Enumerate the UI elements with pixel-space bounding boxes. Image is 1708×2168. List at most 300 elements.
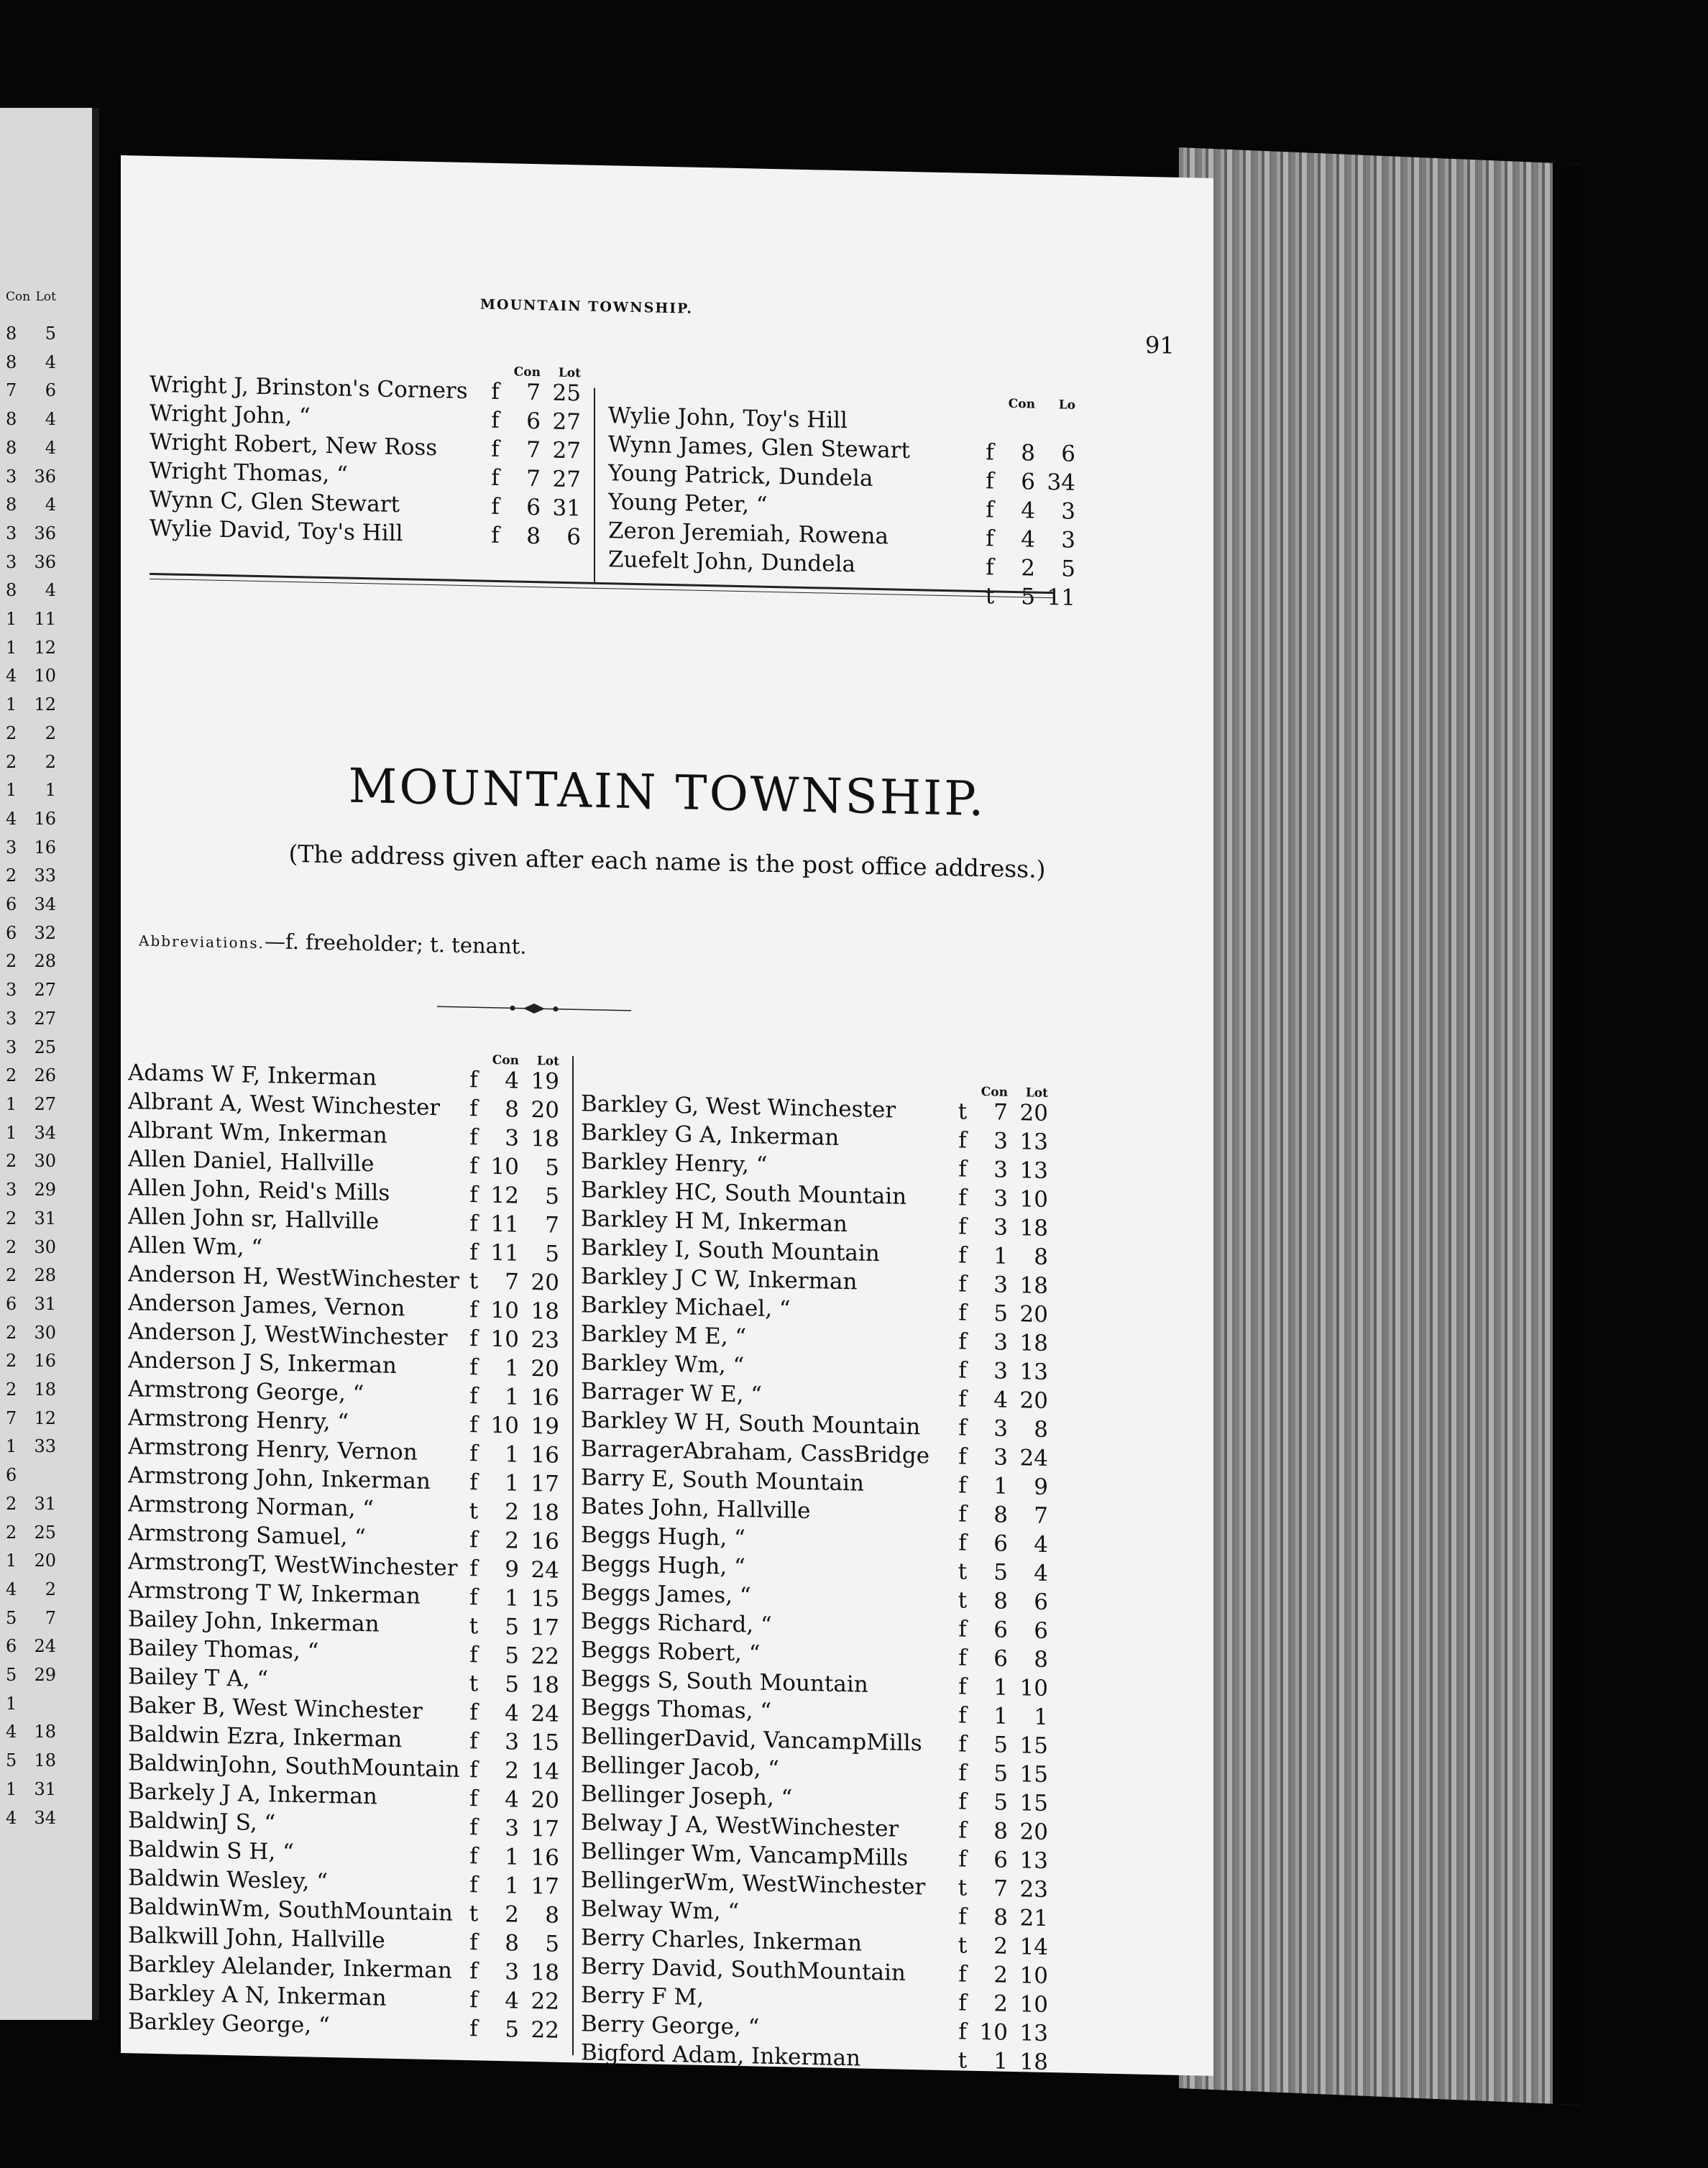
- entry-concession: 10: [490, 1153, 519, 1180]
- left-concession: 8: [6, 580, 17, 601]
- left-page-row: [6, 1034, 56, 1062]
- entry-name: Berry Charles, Inkerman: [581, 1924, 862, 1957]
- entry-lot: 34: [1047, 469, 1075, 496]
- entry-name: Allen John sr, Hallville: [128, 1203, 380, 1235]
- entry-lot: 20: [1019, 1100, 1048, 1127]
- entry-status: f: [469, 1383, 478, 1410]
- left-concession: 2: [6, 1522, 17, 1543]
- left-concession: 4: [6, 808, 17, 829]
- entry-name: Barkley HC, South Mountain: [581, 1177, 907, 1210]
- left-lot: 34: [34, 894, 56, 915]
- left-lot: 29: [34, 1665, 56, 1686]
- left-page-row: [6, 976, 56, 1005]
- left-lot: 27: [34, 1008, 56, 1029]
- entry-status: t: [958, 1098, 968, 1125]
- entry-status: f: [491, 378, 500, 405]
- left-page-row: [6, 1347, 56, 1376]
- abbreviations-label: Abbreviations.: [139, 932, 265, 952]
- left-page-row: [6, 1661, 56, 1690]
- left-lot: 4: [45, 352, 56, 372]
- left-page-row: [6, 548, 56, 577]
- entry-name: Wright John, “: [150, 400, 311, 430]
- entry-name: Baker B, West Winchester: [128, 1692, 423, 1724]
- entry-concession: 8: [505, 1930, 519, 1957]
- entry-concession: 7: [526, 436, 541, 464]
- entry-name: Armstrong Henry, “: [128, 1405, 349, 1436]
- left-lot: 25: [34, 1037, 56, 1057]
- entry-lot: 24: [531, 1700, 559, 1727]
- entry-concession: 7: [505, 1269, 519, 1295]
- left-page-row: [6, 720, 56, 748]
- left-page-row: [6, 605, 56, 634]
- con-header: Con: [513, 364, 541, 380]
- left-page-row: [6, 1776, 56, 1804]
- entry-status: f: [958, 1386, 967, 1413]
- entry-lot: 17: [531, 1815, 559, 1842]
- left-page-row: [6, 377, 56, 405]
- left-concession: 5: [6, 1607, 17, 1628]
- abbreviations-note: [139, 927, 527, 959]
- left-page-row: [6, 1234, 56, 1262]
- entry-name: Barrager W E, “: [581, 1378, 763, 1408]
- left-page-row: [6, 1205, 56, 1234]
- top-left-list: [150, 372, 581, 554]
- entry-name: Barkley J C W, Inkerman: [581, 1263, 858, 1295]
- entry-name: Baldwin Ezra, Inkerman: [128, 1721, 403, 1753]
- entry-name: Zuefelt John, Dundela: [608, 546, 855, 578]
- left-concession: 8: [6, 352, 17, 372]
- entry-status: t: [469, 1901, 479, 1927]
- entry-name: Armstrong George, “: [128, 1376, 364, 1407]
- left-lot: 27: [34, 1093, 56, 1114]
- entry-lot: 18: [1019, 1215, 1048, 1242]
- entry-lot: 14: [1019, 1934, 1048, 1961]
- entry-concession: 2: [993, 1990, 1008, 2017]
- left-lot: 18: [34, 1722, 56, 1742]
- main-left-list: [128, 1060, 559, 2047]
- entry-lot: 18: [1019, 2049, 1048, 2076]
- left-lot: 28: [34, 951, 56, 972]
- left-lot: 16: [34, 837, 56, 858]
- left-concession: 2: [6, 1208, 17, 1228]
- entry-concession: 3: [993, 1329, 1008, 1356]
- column-divider: [572, 1056, 574, 2055]
- left-lot: 12: [34, 694, 56, 715]
- entry-lot: 20: [531, 1355, 559, 1382]
- left-page-row: [6, 1376, 56, 1405]
- entry-status: f: [958, 1443, 967, 1470]
- entry-concession: 9: [505, 1556, 519, 1583]
- entry-concession: 5: [993, 1789, 1008, 1816]
- entry-concession: 1: [993, 1703, 1008, 1730]
- entry-concession: 1: [993, 1674, 1008, 1701]
- entry-concession: 7: [993, 1875, 1008, 1902]
- entry-concession: [1001, 431, 1035, 432]
- entry-name: Bailey Thomas, “: [128, 1635, 319, 1665]
- left-concession: 8: [6, 323, 17, 344]
- left-page-row: [6, 1290, 56, 1319]
- entry-name: Wylie David, Toy's Hill: [150, 515, 403, 547]
- entry-lot: 4: [1034, 1531, 1048, 1558]
- left-page-row: [6, 434, 56, 463]
- entry-concession: 6: [993, 1617, 1008, 1643]
- left-concession: 7: [6, 1407, 17, 1428]
- left-page-row: [6, 520, 56, 548]
- entry-name: Berry F M,: [581, 1982, 704, 2011]
- entry-lot: 21: [1019, 1905, 1048, 1932]
- entry-lot: 18: [531, 1959, 559, 1986]
- section-title: MOUNTAIN TOWNSHIP.: [348, 758, 986, 827]
- entry-status: f: [469, 1124, 478, 1151]
- entry-lot: 5: [545, 1183, 559, 1210]
- left-lot: 16: [34, 808, 56, 829]
- entry-status: f: [958, 1357, 967, 1384]
- left-concession: 6: [6, 1636, 17, 1657]
- left-concession: 4: [6, 1807, 17, 1828]
- entry-concession: 2: [1021, 555, 1035, 582]
- left-concession: 5: [6, 1750, 17, 1771]
- entry-status: f: [469, 1699, 478, 1726]
- entry-concession: 1: [505, 1384, 519, 1410]
- entry-lot: 17: [531, 1614, 559, 1641]
- entry-concession: 1: [505, 1441, 519, 1468]
- entry-concession: 5: [505, 1671, 519, 1698]
- entry-lot: 20: [1019, 1387, 1048, 1415]
- entry-name: Anderson J, WestWinchester: [128, 1318, 448, 1351]
- entry-status: f: [958, 1990, 967, 2016]
- section-subtitle: (The address given after each name is the post office address.): [288, 839, 1046, 883]
- entry-lot: 5: [1061, 556, 1075, 582]
- entry-status: f: [469, 1642, 478, 1668]
- left-page-row: [6, 1433, 56, 1461]
- entry-status: f: [491, 522, 500, 549]
- entry-lot: 20: [531, 1269, 559, 1296]
- entry-status: t: [985, 583, 995, 610]
- left-lot: 31: [34, 1208, 56, 1228]
- left-concession: 1: [6, 1093, 17, 1114]
- entry-concession: 12: [490, 1182, 519, 1209]
- entry-status: f: [958, 2018, 967, 2045]
- entry-name: Berry David, SouthMountain: [581, 1953, 906, 1986]
- top-entries: [150, 350, 1156, 611]
- left-concession: 2: [6, 1379, 17, 1400]
- entry-name: BaldwinJohn, SouthMountain: [128, 1750, 460, 1783]
- lot-header: Lot: [1025, 1085, 1048, 1101]
- left-page-header: [6, 283, 56, 311]
- entry-status: f: [469, 1153, 478, 1180]
- entry-lot: 15: [531, 1585, 559, 1612]
- entry-name: Anderson James, Vernon: [128, 1290, 405, 1322]
- entry-concession: 11: [490, 1239, 519, 1267]
- entry-concession: 4: [505, 1067, 519, 1094]
- entry-lot: 20: [531, 1096, 559, 1124]
- entry-lot: 8: [1034, 1416, 1048, 1443]
- left-concession: 2: [6, 1322, 17, 1343]
- entry-name: Beggs James, “: [581, 1579, 751, 1609]
- entry-status: f: [469, 1096, 478, 1122]
- left-concession: 6: [6, 894, 17, 915]
- entry-name: Belway Wm, “: [581, 1896, 740, 1926]
- left-page-row: [6, 1461, 56, 1490]
- entry-concession: 4: [1021, 497, 1035, 524]
- entry-concession: 3: [993, 1272, 1008, 1298]
- entry-concession: 3: [505, 1125, 519, 1152]
- entry-concession: 5: [505, 1643, 519, 1669]
- entry-concession: 3: [993, 1157, 1008, 1183]
- entry-lot: 5: [545, 1154, 559, 1181]
- entry-concession: 2: [993, 1933, 1008, 1960]
- left-page-row: [6, 1747, 56, 1776]
- entry-name: Bellinger Jacob, “: [581, 1752, 780, 1783]
- left-lot: 25: [34, 1522, 56, 1543]
- left-concession: 3: [6, 523, 17, 543]
- entry-lot: 23: [1019, 1876, 1048, 1903]
- left-lot: 10: [34, 666, 56, 686]
- entry-status: f: [469, 1814, 478, 1841]
- entry-name: Armstrong T W, Inkerman: [128, 1577, 421, 1609]
- left-lot: 11: [34, 609, 56, 630]
- entry-name: Barkley H M, Inkerman: [581, 1205, 848, 1238]
- entry-status: f: [469, 1354, 478, 1381]
- entry-concession: 10: [490, 1297, 519, 1324]
- left-concession: 8: [6, 437, 17, 458]
- left-lot: 24: [34, 1636, 56, 1657]
- entry-concession: 11: [490, 1211, 519, 1238]
- entry-name: Wynn James, Glen Stewart: [608, 431, 910, 464]
- left-lot: 32: [34, 922, 56, 943]
- entry-concession: 5: [993, 1300, 1008, 1327]
- entry-concession: 6: [993, 1530, 1008, 1557]
- left-page-row: [6, 1090, 56, 1119]
- entry-lot: 15: [1019, 1732, 1048, 1760]
- entry-concession: 10: [979, 2019, 1008, 2046]
- entry-name: Armstrong John, Inkerman: [128, 1462, 431, 1495]
- entry-concession: 3: [993, 1415, 1008, 1442]
- entry-status: f: [986, 439, 994, 466]
- entry-lot: 19: [531, 1413, 559, 1440]
- entry-status: f: [469, 1556, 478, 1582]
- left-page-row: [6, 1176, 56, 1205]
- entry-status: f: [958, 1127, 967, 1154]
- left-lot: 5: [45, 323, 56, 344]
- left-lot: 18: [34, 1379, 56, 1400]
- entry-concession: 4: [505, 1700, 519, 1727]
- entry-status: f: [491, 464, 500, 492]
- entry-name: BellingerWm, WestWinchester: [581, 1867, 926, 1901]
- entry-concession: 7: [526, 379, 541, 406]
- entry-lot: 3: [1061, 498, 1075, 525]
- left-concession: 3: [6, 1037, 17, 1057]
- entry-name: Zeron Jeremiah, Rowena: [608, 518, 889, 550]
- entry-name: Beggs Richard, “: [581, 1608, 772, 1638]
- left-page-row: [6, 1062, 56, 1090]
- left-header-con: Con: [6, 290, 31, 304]
- entry-name: Bailey John, Inkerman: [128, 1606, 380, 1638]
- entry-concession: 2: [505, 1901, 519, 1928]
- entry-name: Wylie John, Toy's Hill: [608, 403, 848, 434]
- left-lot: 33: [34, 865, 56, 886]
- entry-concession: 8: [526, 523, 541, 550]
- entry-status: f: [469, 1757, 478, 1783]
- entry-status: f: [958, 1817, 967, 1844]
- left-concession: 3: [6, 1008, 17, 1029]
- entry-status: t: [958, 2047, 968, 2074]
- entry-status: f: [469, 1987, 478, 2013]
- left-page-row: [6, 1632, 56, 1661]
- entry-name: Wynn C, Glen Stewart: [150, 486, 400, 518]
- entry-lot: 18: [531, 1671, 559, 1699]
- left-lot: 28: [34, 1265, 56, 1286]
- entry-concession: 2: [505, 1758, 519, 1784]
- entry-status: f: [469, 1527, 478, 1553]
- entry-name: Barkley Henry, “: [581, 1148, 768, 1178]
- entry-name: Bellinger Joseph, “: [581, 1781, 793, 1811]
- entry-lot: 25: [552, 380, 581, 407]
- entry-concession: 3: [505, 1959, 519, 1985]
- entry-status: f: [491, 493, 500, 520]
- book-page-edges: [1179, 147, 1581, 2105]
- left-concession: 8: [6, 495, 17, 515]
- left-concession: 1: [6, 1436, 17, 1457]
- left-concession: 6: [6, 922, 17, 943]
- left-page-fragment: [0, 108, 99, 2020]
- entry-concession: 4: [1021, 526, 1035, 553]
- entry-lot: 6: [1034, 1589, 1048, 1616]
- entry-concession: 6: [526, 408, 541, 435]
- entry-name: Berry George, “: [581, 2011, 760, 2041]
- entry-name: Barkley W H, South Mountain: [581, 1407, 921, 1441]
- entry-status: f: [469, 1929, 478, 1956]
- entry-lot: 13: [1019, 1157, 1048, 1185]
- entry-status: t: [469, 1268, 479, 1295]
- entry-lot: 22: [531, 1643, 559, 1670]
- entry-concession: 8: [993, 1588, 1008, 1614]
- left-lot: 2: [45, 751, 56, 772]
- entry-status: f: [958, 1702, 967, 1729]
- directory-page: [121, 155, 1213, 2076]
- entry-name: Albrant A, West Winchester: [128, 1088, 441, 1121]
- entry-name: BaldwinWm, SouthMountain: [128, 1893, 453, 1926]
- left-concession: 1: [6, 1778, 17, 1799]
- entry-lot: 8: [1034, 1646, 1048, 1673]
- entry-lot: 17: [531, 1873, 559, 1900]
- left-concession: 1: [6, 609, 17, 630]
- entry-name: Barkley G A, Inkerman: [581, 1119, 840, 1151]
- lot-header: Lot: [536, 1054, 559, 1069]
- left-concession: 2: [6, 865, 17, 886]
- left-concession: 1: [6, 1122, 17, 1143]
- entry-status: f: [469, 1843, 478, 1870]
- entry-status: f: [469, 1211, 478, 1237]
- entry-status: t: [958, 1587, 968, 1614]
- entry-name: Armstrong Samuel, “: [128, 1520, 367, 1551]
- left-concession: 3: [6, 837, 17, 858]
- left-lot: 31: [34, 1293, 56, 1314]
- left-concession: 3: [6, 551, 17, 572]
- top-right-list: [608, 403, 1075, 614]
- entry-status: f: [958, 1961, 967, 1988]
- entry-status: f: [469, 1326, 478, 1352]
- entry-lot: 10: [1019, 1186, 1048, 1213]
- left-concession: 2: [6, 722, 17, 743]
- entry-status: t: [958, 1932, 968, 1959]
- entry-status: f: [986, 554, 994, 581]
- entry-status: f: [986, 525, 994, 552]
- entry-lot: 1: [1034, 1704, 1048, 1731]
- entry-name: Balkwill John, Hallville: [128, 1922, 385, 1954]
- entry-status: t: [469, 1671, 479, 1697]
- main-left-column: [128, 1038, 559, 2047]
- entry-status: f: [469, 1441, 478, 1467]
- entry-concession: 5: [993, 1760, 1008, 1787]
- entry-status: f: [958, 1501, 967, 1528]
- entry-concession: 2: [993, 1962, 1008, 1988]
- entry-concession: 5: [1021, 584, 1035, 610]
- entry-lot: 16: [531, 1844, 559, 1871]
- entry-name: Bailey T A, “: [128, 1663, 269, 1693]
- entry-lot: 6: [1034, 1617, 1048, 1645]
- entry-name: Allen Daniel, Hallville: [128, 1146, 375, 1177]
- top-left-column: [150, 350, 581, 554]
- left-lot: 2: [45, 722, 56, 743]
- left-lot: 36: [34, 466, 56, 487]
- entry-name: ArmstrongT, WestWinchester: [128, 1548, 458, 1581]
- entry-status: f: [469, 1182, 478, 1208]
- entry-status: t: [958, 1558, 968, 1585]
- entry-lot: 20: [1019, 1301, 1048, 1328]
- left-page-row: [6, 1405, 56, 1433]
- entry-concession: 5: [505, 2016, 519, 2043]
- left-concession: 6: [6, 1465, 17, 1486]
- entry-lot: 27: [552, 408, 581, 436]
- entry-concession: 6: [993, 1645, 1008, 1672]
- left-page-row: [6, 691, 56, 720]
- left-concession: 2: [6, 1265, 17, 1286]
- left-lot: 4: [45, 409, 56, 430]
- entry-lot: 7: [1034, 1502, 1048, 1530]
- entry-lot: 5: [545, 1241, 559, 1267]
- entry-status: f: [958, 1903, 967, 1930]
- entry-status: f: [958, 1300, 967, 1326]
- entry-lot: 23: [531, 1326, 559, 1354]
- running-head: MOUNTAIN TOWNSHIP.: [480, 296, 693, 317]
- entry-status: f: [469, 2016, 478, 2042]
- entry-status: f: [958, 1760, 967, 1786]
- entry-name: Beggs S, South Mountain: [581, 1666, 868, 1698]
- left-concession: 1: [6, 637, 17, 658]
- entry-lot: 5: [545, 1931, 559, 1957]
- left-page-row: [6, 1547, 56, 1576]
- entry-concession: 6: [1021, 469, 1035, 495]
- entry-status: f: [986, 468, 994, 495]
- con-header: Con: [981, 1085, 1008, 1100]
- left-lot: 26: [34, 1065, 56, 1086]
- entry-name: Adams W F, Inkerman: [128, 1060, 377, 1091]
- left-header-lot: Lot: [35, 290, 56, 304]
- page-number: 91: [1145, 331, 1175, 359]
- entry-concession: 8: [993, 1818, 1008, 1845]
- left-concession: 1: [6, 694, 17, 715]
- entry-status: f: [469, 1067, 478, 1093]
- entry-status: t: [469, 1498, 479, 1525]
- left-concession: 4: [6, 1722, 17, 1742]
- entry-status: f: [469, 1297, 478, 1323]
- left-page-row: [6, 1005, 56, 1034]
- entry-concession: 3: [993, 1444, 1008, 1471]
- entry-status: f: [469, 1786, 478, 1812]
- entry-lot: 6: [1061, 441, 1075, 467]
- entry-lot: 13: [1019, 1847, 1048, 1875]
